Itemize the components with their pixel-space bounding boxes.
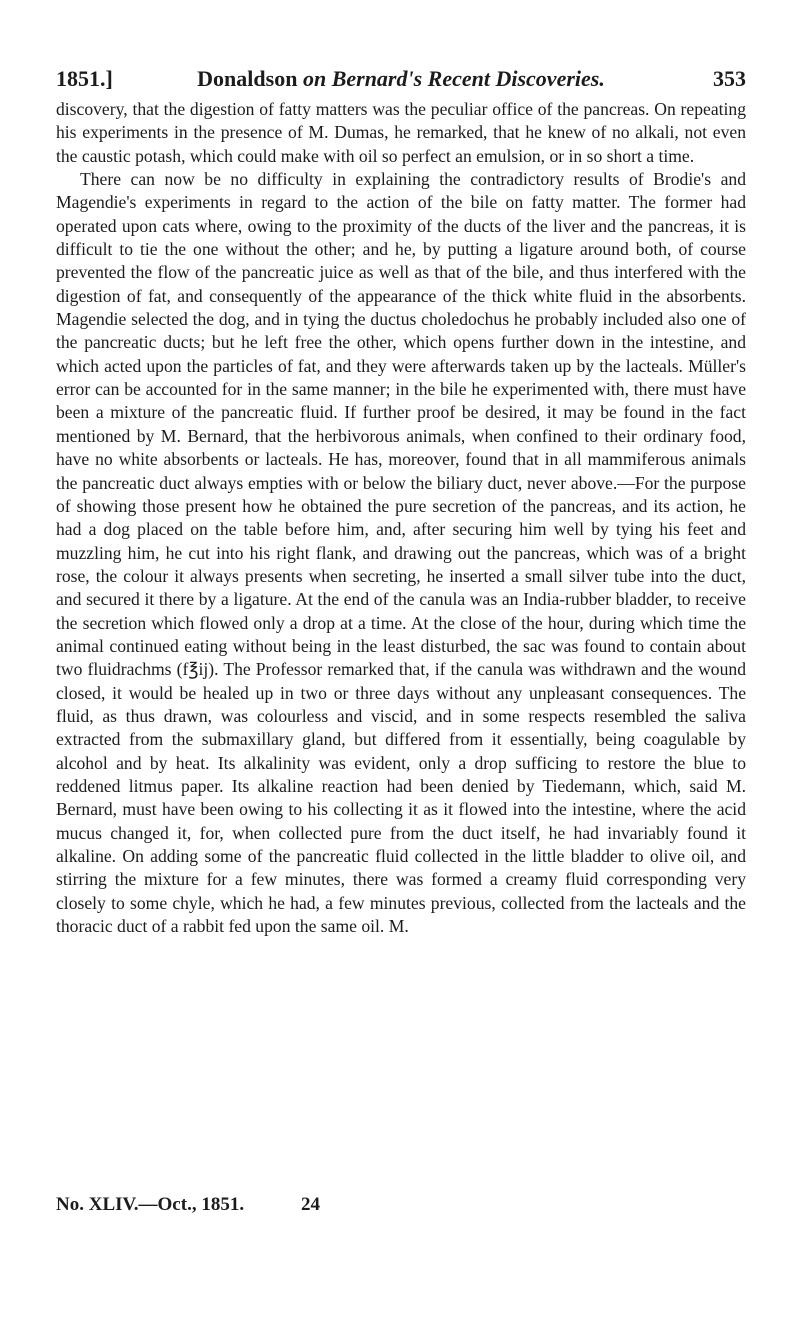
running-head-author: Donaldson — [197, 66, 298, 91]
running-head — [56, 66, 746, 96]
issue-line: No. XLIV.—Oct., 1851. — [56, 1194, 245, 1215]
page-number: 353 — [713, 66, 746, 91]
article-body — [56, 98, 746, 938]
paragraph-continued: discovery, that the digestion of fatty matters was the peculiar office of the pancreas. On repeating his experiments in the presence of M. Dumas, he remarked, that he knew of no alkali, not even the caustic potash, which could make with oil so perfect an emulsion, or in so short a time. — [56, 99, 746, 166]
running-head-on: on — [302, 66, 327, 91]
running-head-year: 1851.] — [56, 66, 113, 91]
page-footer — [56, 1194, 746, 1220]
signature-mark: 24 — [301, 1194, 320, 1215]
running-head-title — [56, 66, 746, 92]
running-head-subject: Bernard's Recent Discoveries. — [331, 66, 605, 91]
paragraph: There can now be no difficulty in explaining the contradictory results of Brodie's and Magendie's experiments in regard to the action of the bile on fatty matter. The former had operated upon cats where, owing to the proximity of the ducts of the liver and the pancreas, it is difficult to tie the one without the other; and he, by putting a ligature around both, of course prevented the flow of the pancreatic juice as well as that of the bile, and thus interfered with the digestion of fat, and consequently of the appearance of the thick white fluid in the absorbents. Magendie selected the dog, and in tying the ductus choledochus he probably included also one of the pancreatic ducts; but he left free the other, which opens further down in the intestine, and which acted upon the particles of fat, and they were afterwards taken up by the lacteals. Müller's error can be accounted for in the same manner; in the bile he experimented with, there must have been a mixture of the pancreatic fluid. If further proof be desired, it may be found in the fact mentioned by M. Bernard, that the herbivorous animals, when confined to their ordinary food, have no white absorbents or lacteals. He has, moreover, found that in all mammiferous animals the pancreatic duct always empties with or below the biliary duct, never above.—For the purpose of showing those present how he obtained the pure secretion of the pancreas, and its action, he had a dog placed on the table before him, and, after securing him well by tying his feet and muzzling him, he cut into his right flank, and drawing out the pancreas, which was of a bright rose, the colour it always presents when secreting, he inserted a small silver tube into the duct, and secured it there by a ligature. At the end of the canula was an India-rubber bladder, to receive the secretion which flowed only a drop at a time. At the close of the hour, during which time the animal continued eating without being in the least disturbed, the sac was found to contain about two fluidrachms (f℥ij). The Professor remarked that, if the canula was withdrawn and the wound closed, it would be healed up in two or three days without any unpleasant consequences. The fluid, as thus drawn, was colourless and viscid, and in some respects resembled the saliva extracted from the submaxillary gland, but differed from it essentially, being coagulable by alcohol and by heat. Its alkalinity was evident, only a drop sufficing to restore the blue to reddened litmus paper. Its alkaline reaction had been denied by Tiedemann, which, said M. Bernard, must have been owing to his collecting it as it flowed into the intestine, where the acid mucus changed it, for, when collected pure from the duct itself, he had invariably found it alkaline. On adding some of the pancreatic fluid collected in the little bladder to olive oil, and stirring the mixture for a few minutes, there was formed a creamy fluid corresponding very closely to some chyle, which he had, a few minutes previous, collected from the lacteals and the thoracic duct of a rabbit fed upon the same oil. M. — [56, 169, 746, 937]
